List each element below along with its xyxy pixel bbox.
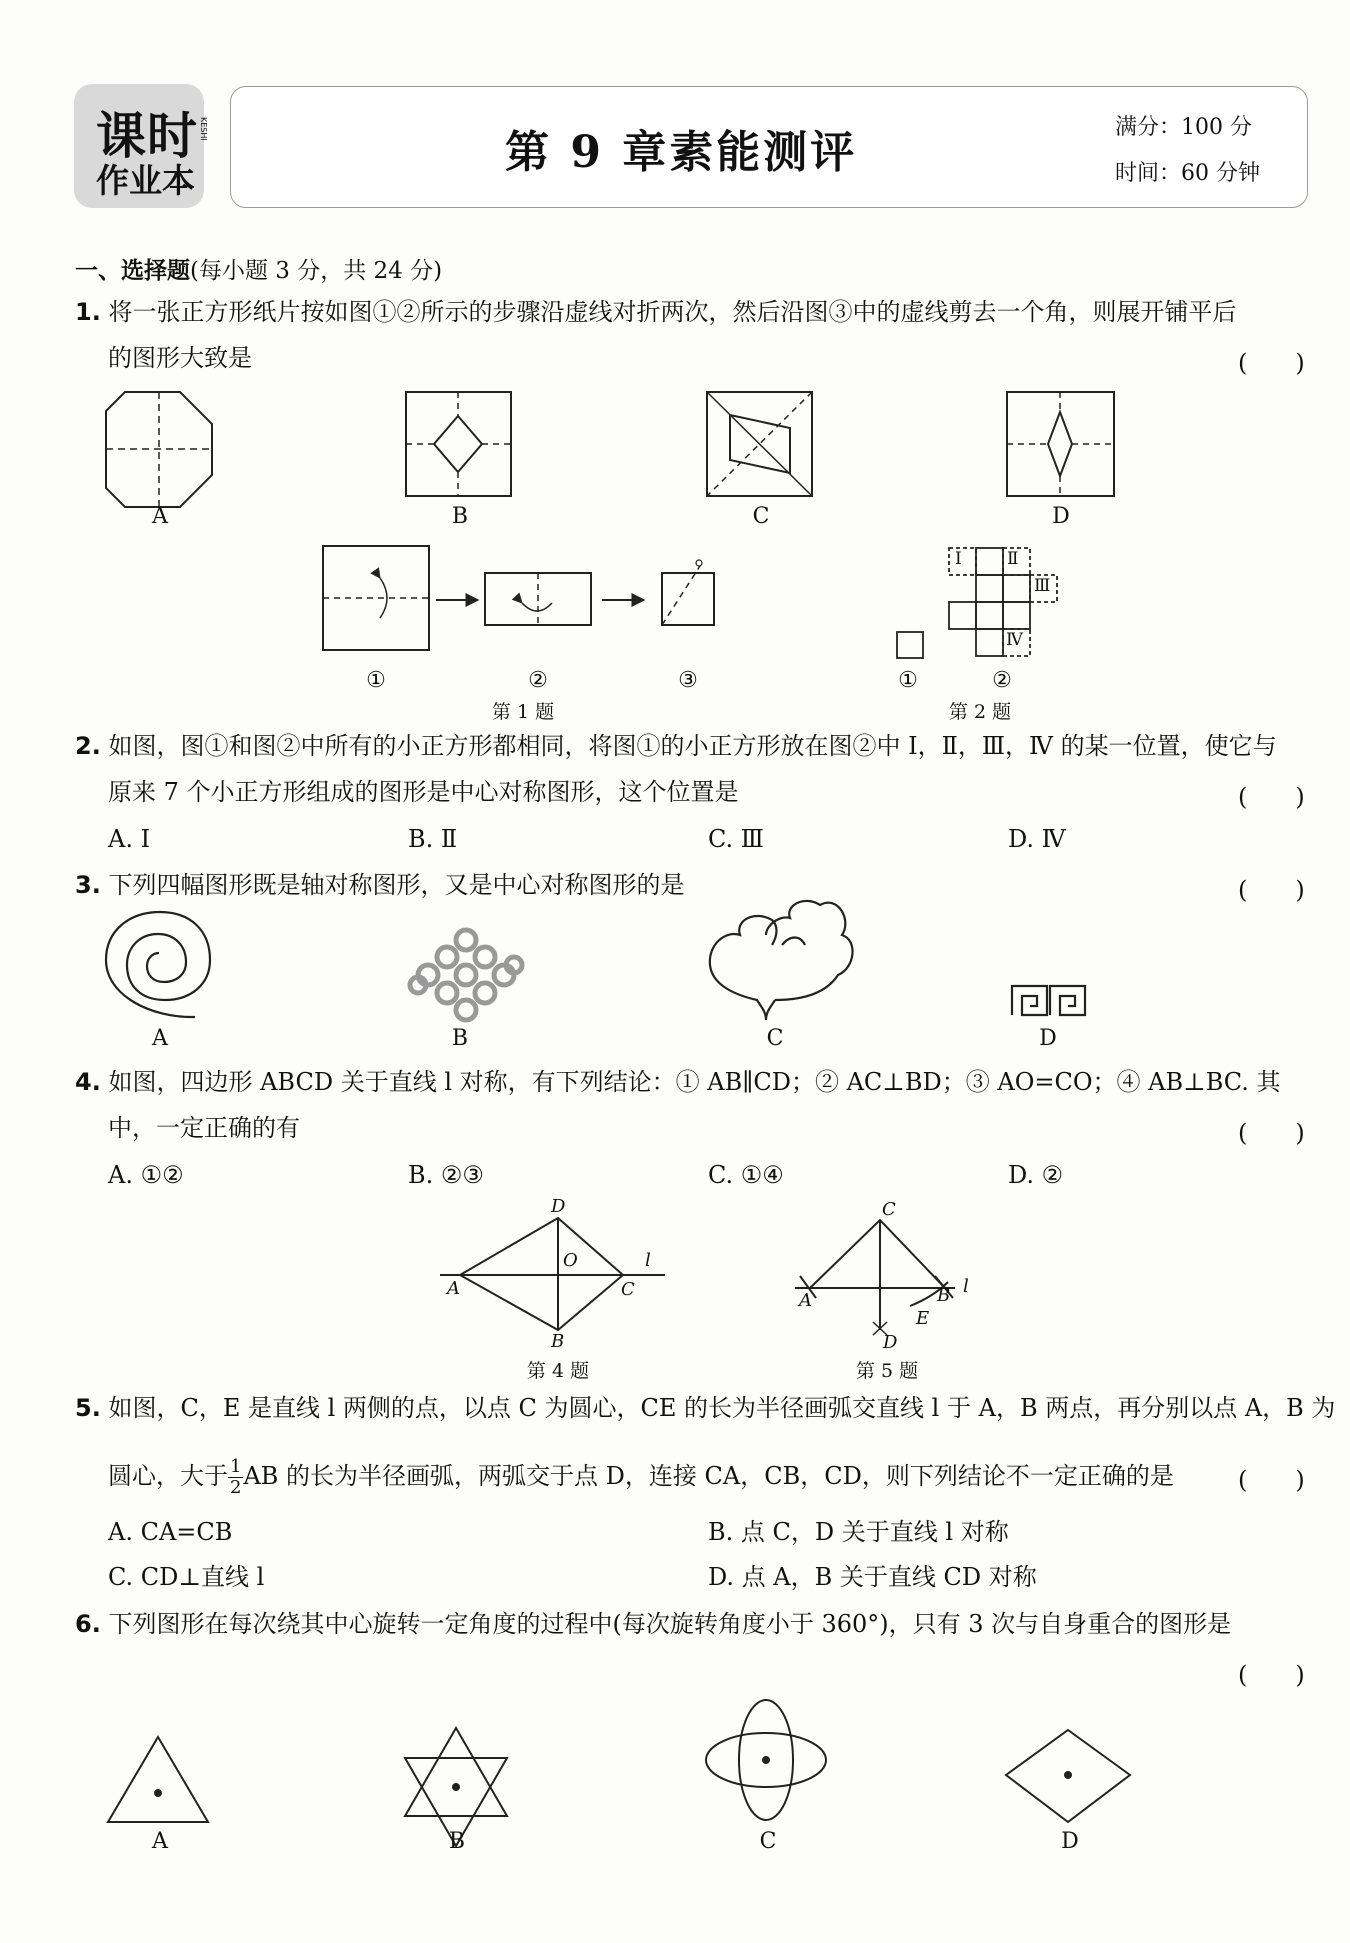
q4-number: 4. — [75, 1068, 101, 1096]
q3-option-d-label: D — [1039, 1026, 1057, 1051]
q5-label-b: B — [937, 1285, 951, 1306]
logo-small-text: KESHI — [199, 117, 208, 141]
q6-answer-paren: ( ) — [1238, 1661, 1305, 1689]
q6-option-d-label: D — [1061, 1829, 1079, 1854]
q4-option-c: C. ①④ — [708, 1161, 784, 1189]
q4-line2: 中，一定正确的有 — [108, 1114, 300, 1142]
q5-label-e: E — [916, 1308, 930, 1329]
q5-option-c: C. CD⊥直线 l — [108, 1563, 265, 1591]
q3-number: 3. — [75, 871, 101, 899]
q2-option-b: B. Ⅱ — [408, 825, 458, 853]
q2-mark-3: Ⅲ — [1034, 576, 1051, 596]
full-score: 满分：100 分 — [1115, 115, 1252, 140]
q6-figure-c — [706, 1700, 826, 1820]
q1-number: 1. — [75, 298, 101, 326]
q5-fraction-denominator: 2 — [230, 1477, 242, 1498]
q4-label-o: O — [563, 1250, 578, 1271]
q5-option-a: A. CA=CB — [108, 1518, 233, 1546]
q2-fig-1-label: ① — [898, 668, 918, 693]
q1-line2: 的图形大致是 — [108, 344, 252, 372]
q4-label-b: B — [551, 1331, 565, 1352]
q5-figure-caption: 第 5 题 — [855, 1360, 919, 1382]
q1-step-3-label: ③ — [678, 668, 698, 693]
q3-option-a-label: A — [152, 1026, 168, 1051]
q2-mark-4: Ⅳ — [1006, 630, 1023, 650]
q1-option-b-label: B — [451, 504, 469, 529]
q2-fig-2-label: ② — [992, 668, 1012, 693]
q2-number: 2. — [75, 732, 101, 760]
section-title: 一、选择题 — [75, 258, 190, 284]
q5-number: 5. — [75, 1394, 101, 1422]
q4-label-a: A — [447, 1278, 460, 1299]
q4-figure-caption: 第 4 题 — [526, 1360, 590, 1382]
q4-label-d: D — [551, 1196, 566, 1217]
q3-option-c-label: C — [766, 1026, 784, 1051]
q6-option-c-label: C — [759, 1829, 777, 1854]
q5-line2-a: 圆心，大于 — [108, 1462, 228, 1490]
q4-label-c: C — [621, 1279, 635, 1300]
q4-label-l: l — [645, 1250, 651, 1271]
q1-step-2-label: ② — [528, 668, 548, 693]
q4-line1: 如图，四边形 ABCD 关于直线 l 对称，有下列结论：① AB∥CD；② AC⊥BD；③ AO=CO；④ AB⊥BC. 其 — [108, 1068, 1281, 1096]
logo-text-line2: 作业本 — [96, 161, 195, 200]
q6-line1: 下列图形在每次绕其中心旋转一定角度的过程中(每次旋转角度小于 360°)，只有 3 次与自身重合的图形是 — [108, 1610, 1232, 1638]
q5-label-d: D — [883, 1332, 898, 1353]
page-title: 第 9 章素能测评 — [505, 127, 858, 178]
q5-answer-paren: ( ) — [1238, 1466, 1305, 1494]
q5-label-l: l — [963, 1276, 969, 1297]
q1-option-d-label: D — [1052, 504, 1070, 529]
q1-line1: 将一张正方形纸片按如图①②所示的步骤沿虚线对折两次，然后沿图③中的虚线剪去一个角，则展开铺平后 — [108, 298, 1237, 326]
time-limit: 时间：60 分钟 — [1115, 161, 1260, 186]
logo-text-line1: 课时 — [96, 107, 198, 165]
q4-option-d: D. ② — [1008, 1161, 1064, 1189]
q5-label-a: A — [799, 1290, 812, 1311]
q5-line2-b: AB 的长为半径画弧，两弧交于点 D，连接 CA，CB，CD，则下列结论不一定正确的是 — [243, 1462, 1174, 1490]
q6-option-a-label: A — [152, 1829, 168, 1854]
q5-line1: 如图，C，E 是直线 l 两侧的点，以点 C 为圆心，CE 的长为半径画弧交直线 l 于 A，B 两点，再分别以点 A，B 为 — [108, 1394, 1336, 1422]
q5-label-c: C — [882, 1199, 896, 1220]
q4-option-a: A. ①② — [108, 1161, 184, 1189]
q1-option-c-label: C — [752, 504, 770, 529]
q6-figure-a — [108, 1737, 208, 1822]
q2-line2: 原来 7 个小正方形组成的图形是中心对称图形，这个位置是 — [108, 778, 739, 806]
q4-answer-paren: ( ) — [1238, 1119, 1305, 1147]
q1-step-1-label: ① — [366, 668, 386, 693]
q5-option-b: B. 点 C，D 关于直线 l 对称 — [708, 1518, 1009, 1546]
q2-mark-1: Ⅰ — [955, 549, 962, 569]
section-note: (每小题 3 分，共 24 分) — [190, 258, 443, 284]
q2-answer-paren: ( ) — [1238, 783, 1305, 811]
q5-option-d: D. 点 A，B 关于直线 CD 对称 — [708, 1563, 1037, 1591]
q3-line1: 下列四幅图形既是轴对称图形，又是中心对称图形的是 — [108, 871, 685, 899]
q3-answer-paren: ( ) — [1238, 876, 1305, 904]
q2-option-a: A. Ⅰ — [108, 825, 151, 853]
q2-figure-caption: 第 2 题 — [948, 701, 1012, 723]
q4-option-b: B. ②③ — [408, 1161, 484, 1189]
q6-figure-d — [1006, 1730, 1130, 1822]
q2-mark-2: Ⅱ — [1007, 549, 1019, 569]
q1-figure-caption: 第 1 题 — [491, 701, 555, 723]
q6-option-b-label: B — [448, 1829, 466, 1854]
q3-option-b-label: B — [451, 1026, 469, 1051]
q5-fraction-numerator: 1 — [230, 1456, 242, 1477]
q2-option-d: D. Ⅳ — [1008, 825, 1066, 853]
q2-option-c: C. Ⅲ — [708, 825, 764, 853]
q6-number: 6. — [75, 1610, 101, 1638]
q2-line1: 如图，图①和图②中所有的小正方形都相同，将图①的小正方形放在图②中 Ⅰ，Ⅱ，Ⅲ，Ⅳ 的某一位置，使它与 — [108, 732, 1277, 760]
q1-answer-paren: ( ) — [1238, 349, 1305, 377]
q1-option-a-label: A — [152, 504, 168, 529]
